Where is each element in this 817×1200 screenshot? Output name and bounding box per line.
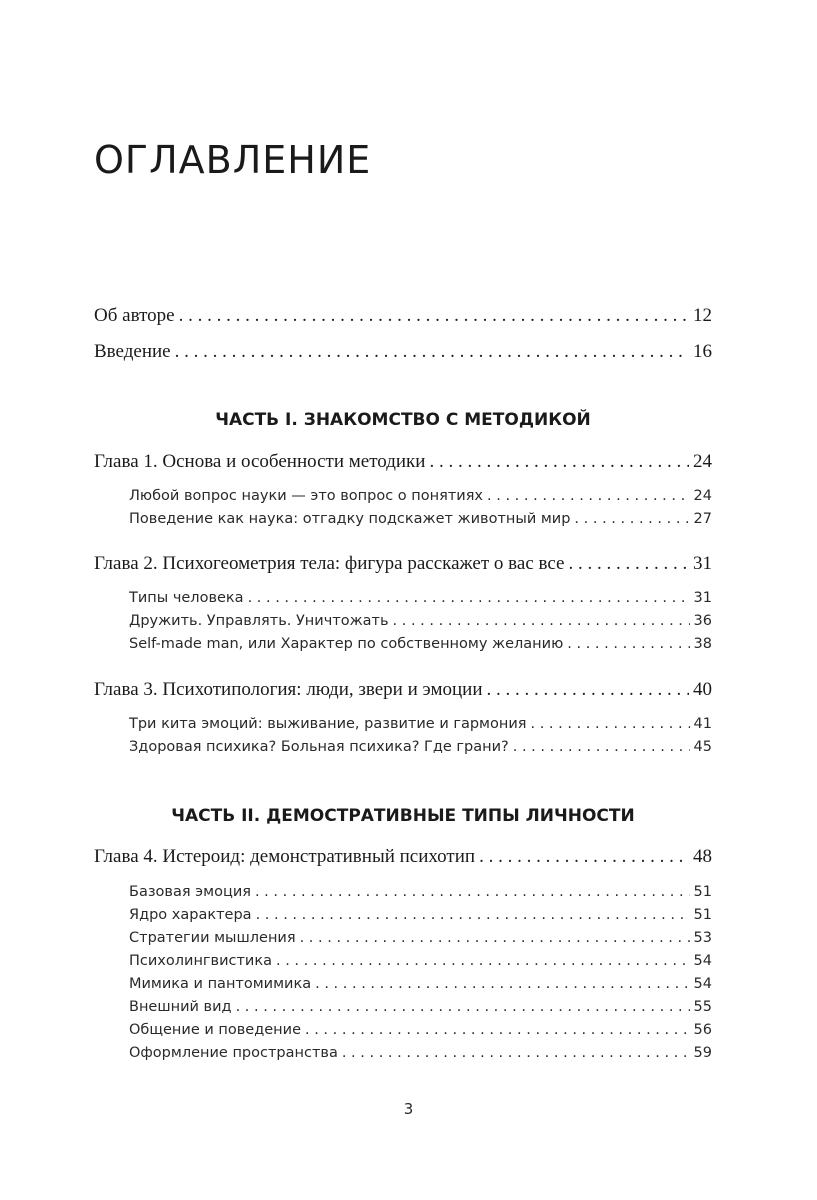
toc-section[interactable] bbox=[129, 613, 712, 629]
toc-section[interactable] bbox=[129, 636, 712, 652]
leader-dots bbox=[315, 976, 689, 992]
toc-section[interactable] bbox=[129, 999, 712, 1015]
toc-section-label: Стратегии мышления bbox=[129, 930, 296, 946]
toc-section-label: Психолингвистика bbox=[129, 953, 272, 969]
leader-dots bbox=[567, 636, 689, 652]
leader-dots bbox=[256, 907, 690, 923]
leader-dots bbox=[255, 884, 690, 900]
part-heading: ЧАСТЬ I. ЗНАКОМСТВО С МЕТОДИКОЙ bbox=[215, 410, 591, 430]
toc-section[interactable] bbox=[129, 1022, 712, 1038]
toc-section-page: 54 bbox=[693, 976, 712, 992]
toc-section-page: 45 bbox=[693, 739, 712, 755]
toc-chapter-label: Глава 4. Истероид: демонстративный психотип bbox=[94, 846, 476, 867]
leader-dots bbox=[429, 451, 689, 473]
toc-chapter[interactable] bbox=[94, 846, 712, 868]
leader-dots bbox=[300, 930, 690, 946]
toc-section-label: Ядро характера bbox=[129, 907, 252, 923]
toc-chapter-page: 24 bbox=[693, 451, 712, 472]
toc-section[interactable] bbox=[129, 976, 712, 992]
toc-entry-about-author[interactable] bbox=[94, 305, 712, 327]
toc-section-page: 54 bbox=[693, 953, 712, 969]
part-heading: ЧАСТЬ II. ДЕМОСТРАТИВНЫЕ ТИПЫ ЛИЧНОСТИ bbox=[171, 806, 635, 826]
toc-section-label: Оформление пространства bbox=[129, 1045, 338, 1061]
leader-dots bbox=[574, 511, 689, 527]
toc-section-label: Любой вопрос науки — это вопрос о понятиях bbox=[129, 488, 484, 504]
leader-dots bbox=[276, 953, 690, 969]
toc-section[interactable] bbox=[129, 716, 712, 732]
leader-dots bbox=[175, 341, 689, 363]
toc-entry-label: Введение bbox=[94, 341, 171, 362]
page-title: ОГЛАВЛЕНИЕ bbox=[94, 138, 372, 182]
toc-chapter[interactable] bbox=[94, 451, 712, 473]
toc-section[interactable] bbox=[129, 907, 712, 923]
toc-section[interactable] bbox=[129, 511, 712, 527]
leader-dots bbox=[479, 846, 689, 868]
toc-entry-label: Об авторе bbox=[94, 305, 175, 326]
toc-section-page: 56 bbox=[693, 1022, 712, 1038]
page-number: 3 bbox=[403, 1100, 414, 1118]
toc-section-page: 27 bbox=[693, 511, 712, 527]
toc-section[interactable] bbox=[129, 930, 712, 946]
toc-section-label: Типы человека bbox=[129, 590, 244, 606]
leader-dots bbox=[342, 1045, 690, 1061]
toc-chapter[interactable] bbox=[94, 679, 712, 701]
toc-section-label: Дружить. Управлять. Уничтожать bbox=[129, 613, 389, 629]
toc-chapter-page: 40 bbox=[693, 679, 712, 700]
toc-chapter-label: Глава 3. Психотипология: люди, звери и эмоции bbox=[94, 679, 483, 700]
toc-section-page: 24 bbox=[693, 488, 712, 504]
toc-section-label: Здоровая психика? Больная психика? Где грани? bbox=[129, 739, 509, 755]
toc-section-label: Базовая эмоция bbox=[129, 884, 251, 900]
toc-entry-page: 16 bbox=[693, 341, 712, 362]
toc-section-page: 51 bbox=[693, 907, 712, 923]
toc-section-label: Поведение как наука: отгадку подскажет животный мир bbox=[129, 511, 571, 527]
toc-section-label: Self-made man, или Характер по собственному желанию bbox=[129, 636, 564, 652]
toc-chapter-page: 48 bbox=[693, 846, 712, 867]
leader-dots bbox=[487, 679, 689, 701]
toc-section-label: Мимика и пантомимика bbox=[129, 976, 312, 992]
toc-section-label: Три кита эмоций: выживание, развитие и гармония bbox=[129, 716, 527, 732]
leader-dots bbox=[236, 999, 690, 1015]
toc-section[interactable] bbox=[129, 739, 712, 755]
toc-chapter-label: Глава 2. Психогеометрия тела: фигура расскажет о вас все bbox=[94, 553, 565, 574]
leader-dots bbox=[531, 716, 690, 732]
toc-section[interactable] bbox=[129, 953, 712, 969]
leader-dots bbox=[305, 1022, 690, 1038]
leader-dots bbox=[393, 613, 690, 629]
toc-chapter-label: Глава 1. Основа и особенности методики bbox=[94, 451, 426, 472]
toc-section[interactable] bbox=[129, 884, 712, 900]
toc-chapter[interactable] bbox=[94, 553, 712, 575]
toc-section-label: Общение и поведение bbox=[129, 1022, 301, 1038]
toc-section-page: 53 bbox=[693, 930, 712, 946]
toc-chapter-page: 31 bbox=[693, 553, 712, 574]
toc-section-page: 59 bbox=[693, 1045, 712, 1061]
toc-entry-introduction[interactable] bbox=[94, 341, 712, 363]
leader-dots bbox=[248, 590, 690, 606]
leader-dots bbox=[487, 488, 690, 504]
toc-section[interactable] bbox=[129, 590, 712, 606]
toc-section-page: 51 bbox=[693, 884, 712, 900]
toc-section[interactable] bbox=[129, 488, 712, 504]
toc-section-page: 31 bbox=[693, 590, 712, 606]
toc-section-page: 41 bbox=[693, 716, 712, 732]
toc-section-page: 55 bbox=[693, 999, 712, 1015]
leader-dots bbox=[179, 305, 689, 327]
toc-section-page: 36 bbox=[693, 613, 712, 629]
leader-dots bbox=[513, 739, 690, 755]
toc-section-label: Внешний вид bbox=[129, 999, 232, 1015]
leader-dots bbox=[568, 553, 689, 575]
toc-section[interactable] bbox=[129, 1045, 712, 1061]
toc-section-page: 38 bbox=[693, 636, 712, 652]
toc-entry-page: 12 bbox=[693, 305, 712, 326]
